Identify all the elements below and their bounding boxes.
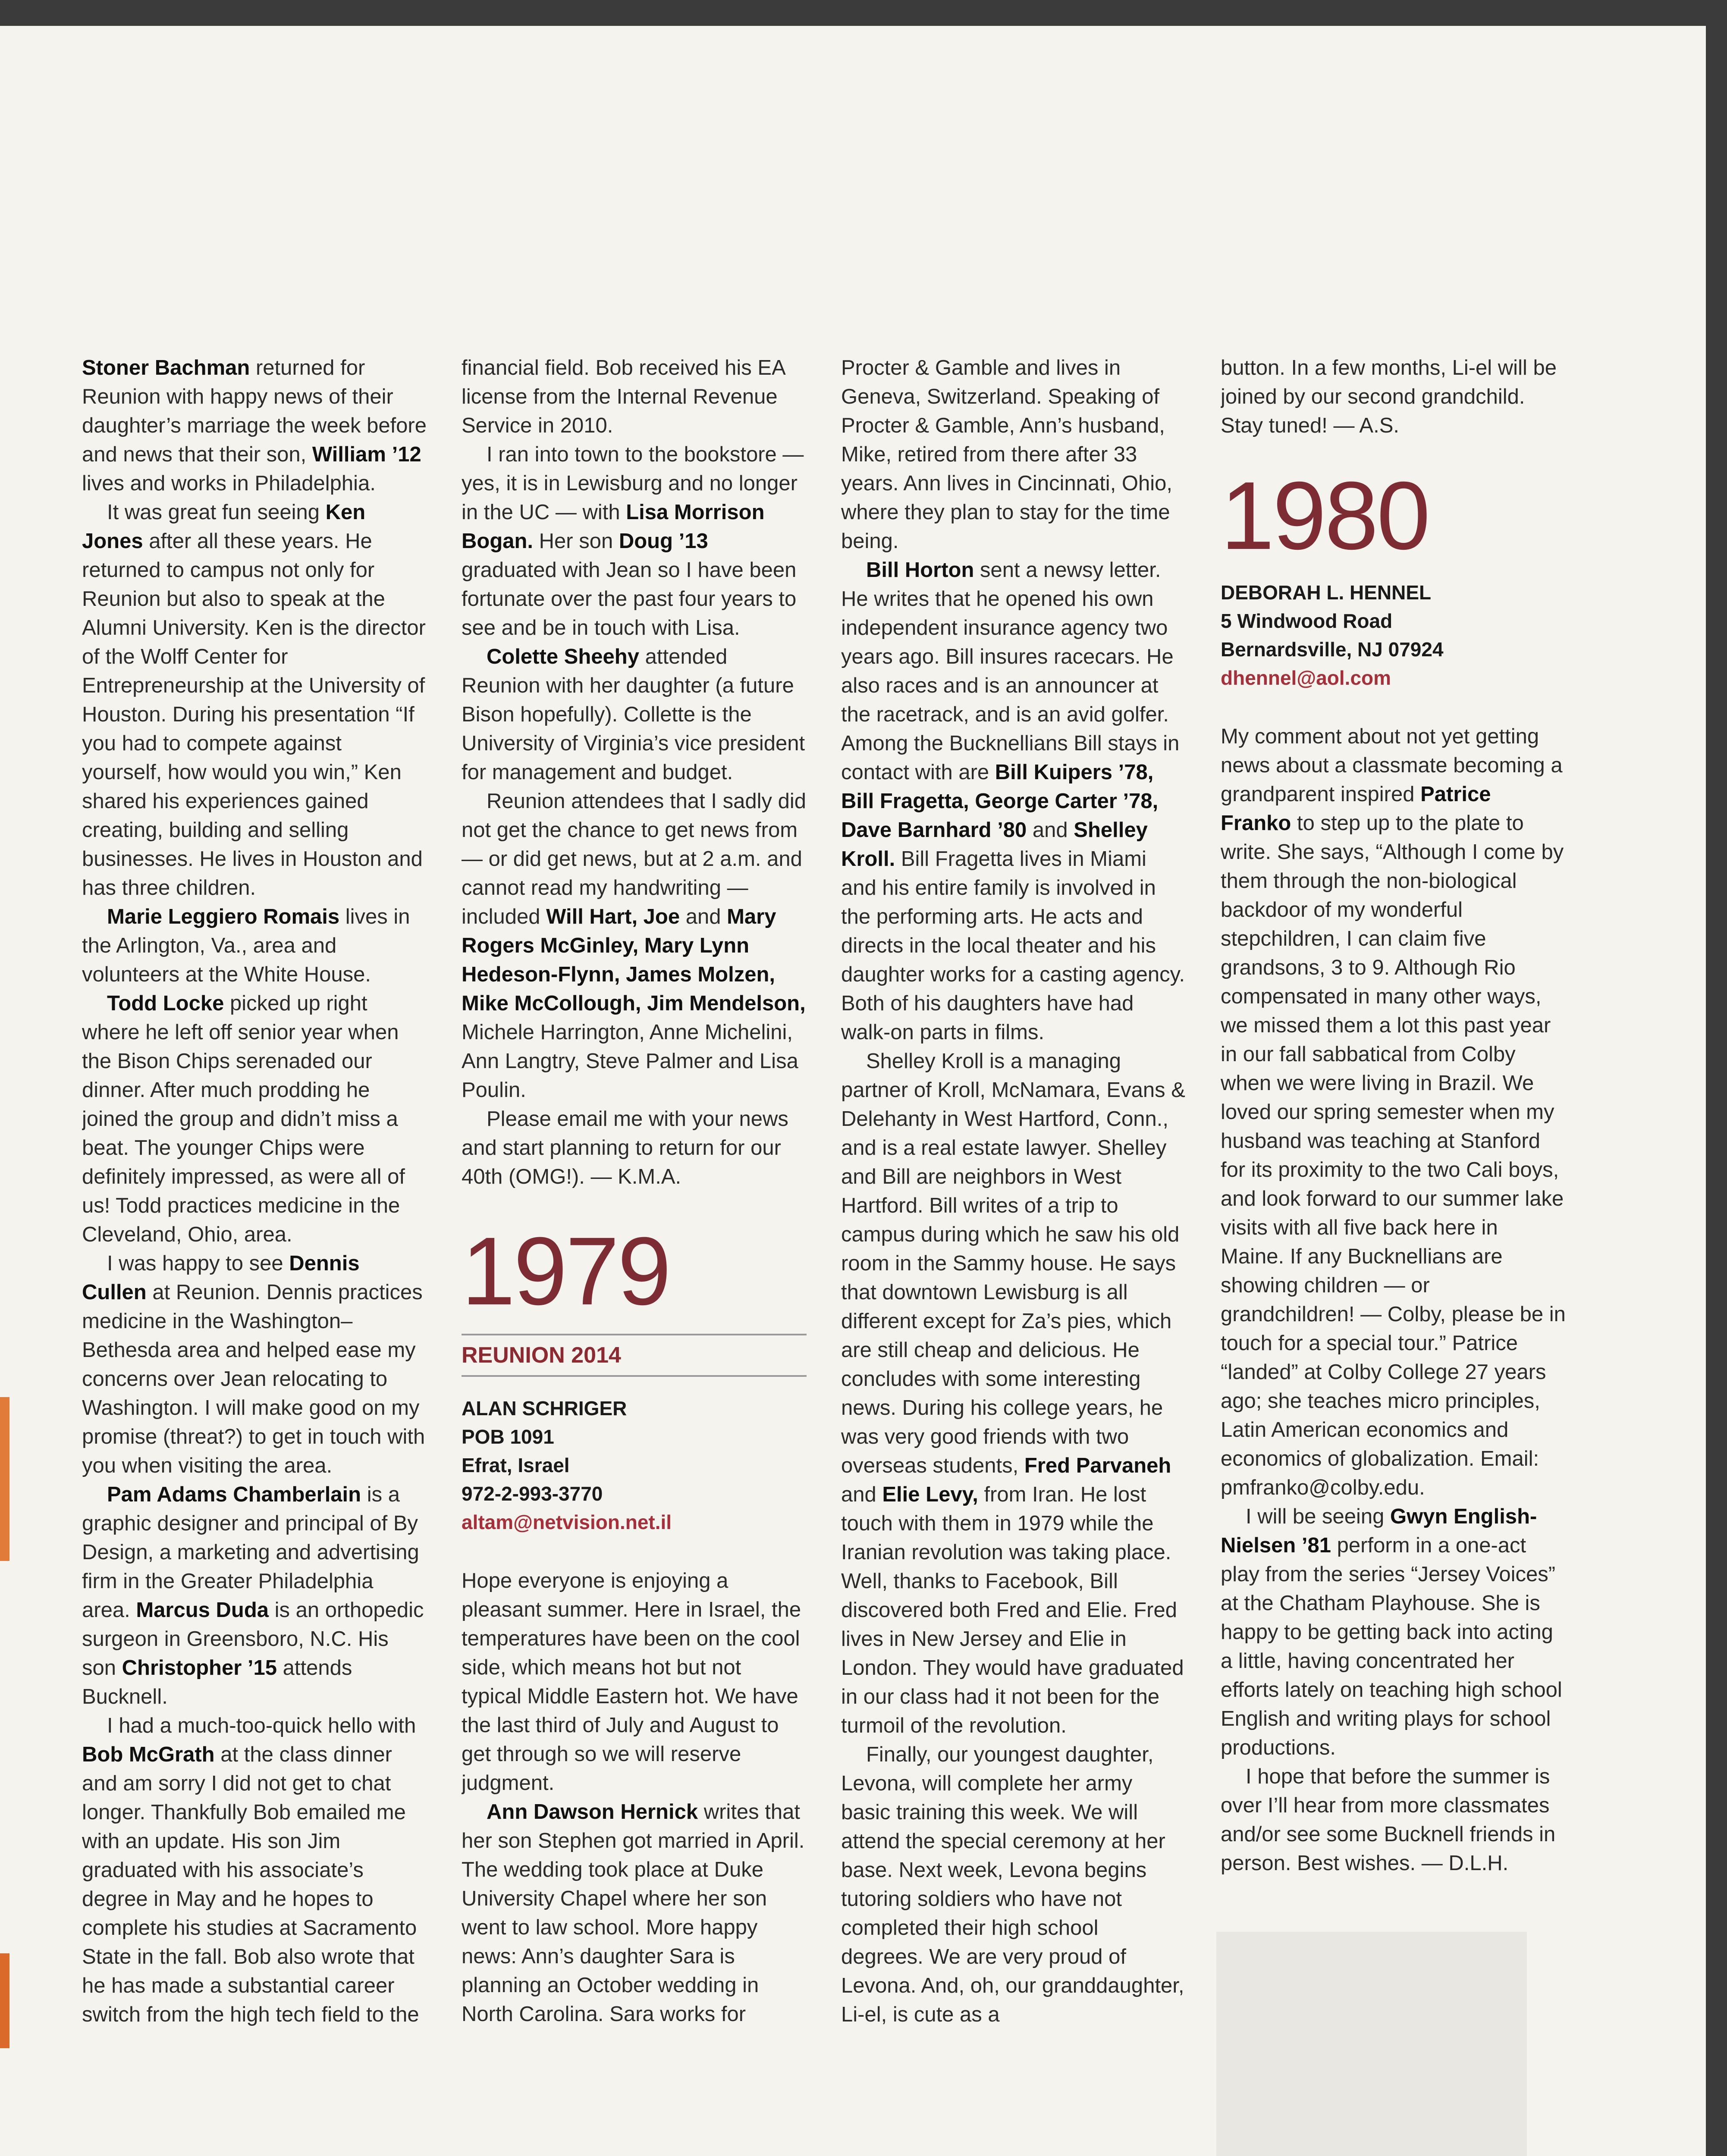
person-name: Christopher ’15 bbox=[122, 1656, 277, 1680]
text-run: I was happy to see bbox=[107, 1252, 289, 1275]
correspondent-email[interactable]: dhennel@aol.com bbox=[1221, 667, 1391, 689]
person-name: Mary Rogers McGinley, Mary Lynn Hedeson-Flynn, James Molzen, Mike McCollough, Jim Mendelson, bbox=[462, 905, 806, 1015]
reunion-label: REUNION 2014 bbox=[462, 1334, 807, 1377]
text-run: I will be seeing bbox=[1246, 1505, 1391, 1528]
column-1 bbox=[82, 354, 427, 2156]
paragraph bbox=[1221, 1762, 1566, 1878]
text-run: lives and works in Philadelphia. bbox=[82, 472, 376, 495]
paragraph bbox=[462, 1105, 807, 1191]
text-run: sent a newsy letter. He writes that he opened his own independent insurance agency two years ago. Bill insures racecars. He also races and is an announcer at the racetrack, and is an avid golfer. Among the Bucknellians Bill stays in contact with are bbox=[841, 558, 1180, 784]
person-name: Dennis Cullen bbox=[82, 1252, 360, 1304]
text-run: Her son bbox=[533, 530, 619, 553]
person-name: Colette Sheehy bbox=[487, 645, 639, 668]
column-1-text bbox=[82, 354, 427, 2029]
edge-color-strip bbox=[0, 1397, 9, 1561]
paragraph bbox=[82, 498, 427, 903]
column-2 bbox=[462, 354, 807, 2156]
column-2-text-top bbox=[462, 354, 807, 1191]
column-3 bbox=[841, 354, 1186, 2156]
text-run: picked up right where he left off senior year when the Bison Chips serenaded our dinner. After much prodding he joined the group and didn’t miss a beat. The younger Chips were definitely impressed, as were all of us! Todd practices medicine in the Cleveland, Ohio, area. bbox=[82, 992, 405, 1246]
paragraph bbox=[82, 1480, 427, 1711]
column-4-text-bottom bbox=[1221, 722, 1566, 1878]
text-run: at Reunion. Dennis practices medicine in the Washington–Bethesda area and helped ease my concerns over Jean relocating to Washington. I will make good on my promise (threat?) to get in touch with you when visiting the area. bbox=[82, 1281, 425, 1477]
magazine-page bbox=[0, 26, 1706, 2156]
paragraph bbox=[82, 1249, 427, 1480]
correspondent-name: ALAN SCHRIGER bbox=[462, 1397, 627, 1420]
text-run: graduated with Jean so I have been fortunate over the past four years to see and be in touch with Lisa. bbox=[462, 558, 797, 639]
correspondent-address-line1: POB 1091 bbox=[462, 1426, 554, 1448]
text-run: Reunion attendees that I sadly did not get the chance to get news from — or did get news, but at 2 a.m. and cannot read my handwriting — included bbox=[462, 790, 806, 928]
text-run: Shelley Kroll is a managing partner of Kroll, McNamara, Evans & Delehanty in West Hartford, Conn., and is a real estate lawyer. Shelley and Bill are neighbors in West Hartford. Bill writes of a trip to campus during which he saw his old room in the Sammy house. He says that downtown Lewisburg is all different except for Za’s pies, which are still cheap and delicious. He concludes with some interesting news. During his college years, he was very good friends with two overseas students, bbox=[841, 1050, 1185, 1477]
person-name: Fred Parvaneh bbox=[1024, 1454, 1171, 1477]
paragraph bbox=[82, 354, 427, 498]
paragraph bbox=[1221, 1502, 1566, 1762]
person-name: Todd Locke bbox=[107, 992, 224, 1015]
person-name: Marie Leggiero Romais bbox=[107, 905, 340, 928]
person-name: Ken Jones bbox=[82, 501, 366, 553]
text-run: Procter & Gamble and lives in Geneva, Switzerland. Speaking of Procter & Gamble, Ann’s husband, Mike, retired from there after 33 years. Ann lives in Cincinnati, Ohio, where they plan to stay for the time being. bbox=[841, 356, 1173, 553]
paragraph bbox=[462, 1798, 807, 2029]
paragraph bbox=[841, 1740, 1186, 2029]
person-name: Ann Dawson Hernick bbox=[487, 1800, 698, 1824]
person-name: Gwyn English-Nielsen ’81 bbox=[1221, 1505, 1537, 1557]
person-name: Bill Horton bbox=[866, 558, 974, 582]
text-run: I hope that before the summer is over I’ll hear from more classmates and/or see some Bucknell friends in person. Best wishes. — D.L.H. bbox=[1221, 1765, 1556, 1875]
class-correspondent-1979 bbox=[462, 1394, 807, 1536]
text-run: Finally, our youngest daughter, Levona, will complete her army basic training this week. We will attend the special ceremony at her base. Next week, Levona begins tutoring soldiers who have not completed their high school degrees. We are very proud of Levona. And, oh, our granddaughter, Li-el, is cute as a bbox=[841, 1743, 1184, 2026]
correspondent-address-line2: Bernardsville, NJ 07924 bbox=[1221, 638, 1444, 661]
text-run: Please email me with your news and start planning to return for our 40th (OMG!). — K.M.A. bbox=[462, 1107, 788, 1188]
text-run: to step up to the plate to write. She says, “Although I come by them through the non-biological backdoor of my wonderful stepchildren, I can claim five grandsons, 3 to 9. Although Rio compensated in many other ways, we missed them a lot this past year in our fall sabbatical from Colby when we were living in Brazil. We loved our spring semester when my husband was teaching at Stanford for its proximity to the two Cali boys, and look forward to our summer lake visits with all five back here in Maine. If any Bucknellians are showing children — or grandchildren! — Colby, please be in touch for a special tour.” Patrice “landed” at Colby College 27 years ago; she teaches micro principles, Latin American economics and economics of globalization. Email: pmfranko@colby.edu. bbox=[1221, 812, 1566, 1499]
paragraph bbox=[82, 989, 427, 1249]
person-name: Bill Kuipers ’78, Bill Fragetta, George Carter ’78, Dave Barnhard ’80 bbox=[841, 761, 1159, 842]
text-run: after all these years. He returned to campus not only for Reunion but also to speak at the Alumni University. Ken is the director of the Wolff Center for Entrepreneurship at the University of Houston. During his presentation “If you had to compete against yourself, how would you win,” Ken shared his experiences gained creating, building and selling businesses. He lives in Houston and has three children. bbox=[82, 530, 426, 899]
paragraph bbox=[462, 354, 807, 440]
paragraph bbox=[462, 440, 807, 642]
paragraph bbox=[462, 642, 807, 787]
column-4-text-top bbox=[1221, 354, 1566, 440]
text-run: perform in a one-act play from the series “Jersey Voices” at the Chatham Playhouse. She is happy to be getting back into acting a little, having concentrated her efforts lately on teaching high school English and writing plays for school productions. bbox=[1221, 1534, 1562, 1759]
person-name: Elie Levy, bbox=[882, 1483, 978, 1506]
text-run: lives in the Arlington, Va., area and volunteers at the White House. bbox=[82, 905, 410, 986]
edge-color-strip bbox=[0, 1953, 9, 2048]
class-year-1979: 1979 bbox=[462, 1217, 670, 1325]
person-name: Patrice Franko bbox=[1221, 783, 1491, 835]
paragraph bbox=[1221, 354, 1566, 440]
correspondent-phone: 972-2-993-3770 bbox=[462, 1482, 603, 1505]
paragraph bbox=[82, 903, 427, 989]
text-run: Bill Fragetta lives in Miami and his entire family is involved in the performing arts. He acts and directs in the local theater and his daughter works for a casting agency. Both of his daughters have had walk-on parts in films. bbox=[841, 847, 1185, 1044]
text-run: My comment about not yet getting news about a classmate becoming a grandparent inspired bbox=[1221, 725, 1563, 806]
paragraph bbox=[462, 1567, 807, 1798]
class-correspondent-1980 bbox=[1221, 578, 1566, 692]
text-run: writes that her son Stephen got married in April. The wedding took place at Duke University Chapel where her son went to law school. More happy news: Ann’s daughter Sara is planning an October wedding in North Carolina. Sara works for bbox=[462, 1800, 805, 2026]
column-3-text bbox=[841, 354, 1186, 2029]
text-run: Hope everyone is enjoying a pleasant summer. Here in Israel, the temperatures have been on the cool side, which means hot but not typical Middle Eastern hot. We have the last third of July and August to get through so we will reserve judgment. bbox=[462, 1569, 801, 1795]
text-run: and bbox=[841, 1483, 882, 1506]
text-run: attends Bucknell. bbox=[82, 1656, 352, 1708]
text-run: I had a much-too-quick hello with bbox=[107, 1714, 416, 1737]
correspondent-address-line2: Efrat, Israel bbox=[462, 1454, 570, 1476]
text-run: and bbox=[680, 905, 727, 928]
class-year-1980: 1980 bbox=[1221, 462, 1429, 570]
text-run: attended Reunion with her daughter (a future Bison hopefully). Collette is the University of Virginia’s vice president for management and budget. bbox=[462, 645, 805, 784]
text-run: It was great fun seeing bbox=[107, 501, 326, 524]
text-run: I ran into town to the bookstore — yes, it is in Lewisburg and no longer in the UC — with bbox=[462, 443, 804, 524]
correspondent-address-line1: 5 Windwood Road bbox=[1221, 610, 1393, 632]
paragraph bbox=[841, 1047, 1186, 1740]
text-run: is an orthopedic surgeon in Greensboro, N.C. His son bbox=[82, 1598, 424, 1680]
correspondent-name: DEBORAH L. HENNEL bbox=[1221, 581, 1432, 604]
person-name: Marcus Duda bbox=[136, 1598, 269, 1622]
text-run: from Iran. He lost touch with them in 1979 while the Iranian revolution was taking place. Well, thanks to Facebook, Bill discovered both Fred and Elie. Fred lives in New Jersey and Elie in London. They would have graduated in our class had it not been for the turmoil of the revolution. bbox=[841, 1483, 1184, 1737]
paragraph bbox=[841, 354, 1186, 556]
person-name: Doug ’13 bbox=[619, 530, 708, 553]
text-run: financial field. Bob received his EA license from the Internal Revenue Service in 2010. bbox=[462, 356, 785, 437]
text-run: is a graphic designer and principal of By Design, a marketing and advertising firm in the Greater Philadelphia area. bbox=[82, 1483, 419, 1622]
person-name: Will Hart, Joe bbox=[546, 905, 680, 928]
text-run: and bbox=[1027, 818, 1074, 842]
paragraph bbox=[82, 1711, 427, 2029]
column-2-text-bottom bbox=[462, 1567, 807, 2029]
person-name: William ’12 bbox=[312, 443, 421, 466]
paragraph bbox=[462, 787, 807, 1105]
text-run: at the class dinner and am sorry I did not get to chat longer. Thankfully Bob emailed me with an update. His son Jim graduated with his associate’s degree in May and he hopes to complete his studies at Sacramento State in the fall. Bob also wrote that he has made a substantial career switch from the high tech field to the bbox=[82, 1743, 419, 2026]
person-name: Shelley Kroll. bbox=[841, 818, 1148, 871]
correspondent-email[interactable]: altam@netvision.net.il bbox=[462, 1511, 672, 1533]
person-name: Stoner Bachman bbox=[82, 356, 250, 379]
person-name: Lisa Morrison Bogan. bbox=[462, 501, 765, 553]
text-run: button. In a few months, Li-el will be joined by our second grandchild. Stay tuned! — A.S. bbox=[1221, 356, 1557, 437]
person-name: Pam Adams Chamberlain bbox=[107, 1483, 361, 1506]
text-run: returned for Reunion with happy news of their daughter’s marriage the week before and news that their son, bbox=[82, 356, 427, 466]
paragraph bbox=[1221, 722, 1566, 1502]
paragraph bbox=[841, 556, 1186, 1047]
column-4 bbox=[1221, 354, 1566, 2156]
person-name: Bob McGrath bbox=[82, 1743, 215, 1766]
text-run: Michele Harrington, Anne Michelini, Ann Langtry, Steve Palmer and Lisa Poulin. bbox=[462, 1021, 798, 1102]
